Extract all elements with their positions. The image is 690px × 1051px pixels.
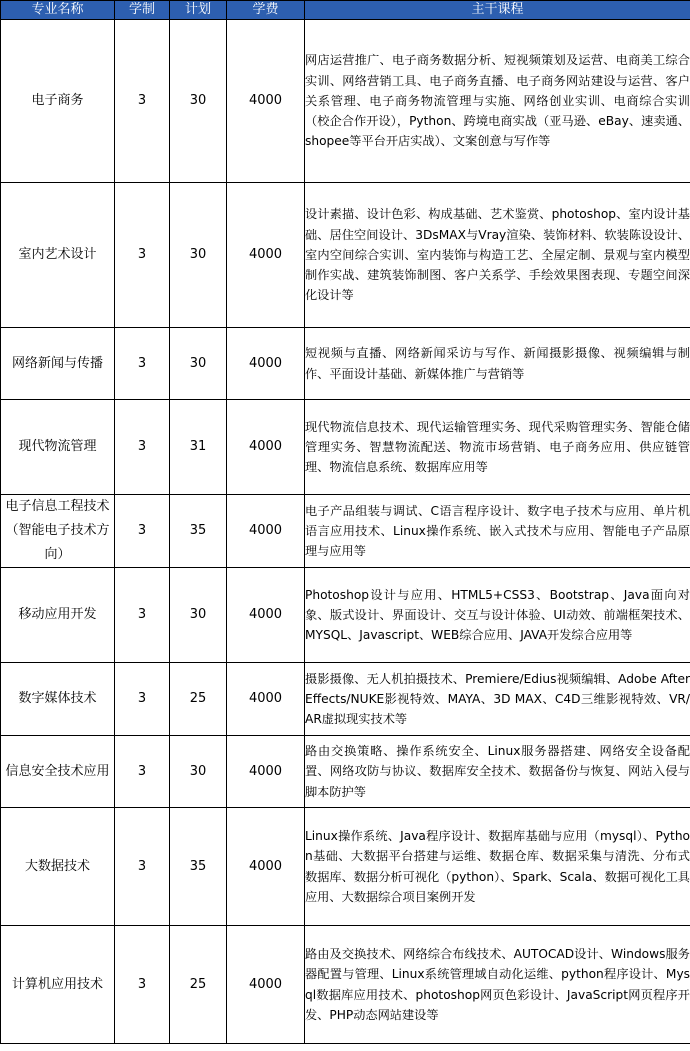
years-cell: 3 [115, 926, 170, 1044]
years-cell: 3 [115, 328, 170, 400]
years-cell: 3 [115, 808, 170, 926]
plan-cell: 31 [170, 400, 227, 495]
fee-cell: 4000 [227, 183, 305, 328]
major-name: 室内艺术设计 [1, 183, 115, 328]
major-name: 移动应用开发 [1, 568, 115, 663]
years-cell: 3 [115, 568, 170, 663]
header-courses: 主干课程 [305, 1, 690, 20]
courses-cell: 网店运营推广、电子商务数据分析、短视频策划及运营、电商美工综合实训、网络营销工具、电子商务直播、电子商务网站建设与运营、客户关系管理、电子商务物流管理与实施、网络创业实训、电商综合实训（校企合作开设），Python、跨境电商实战（亚马逊、eBay、速卖通、shopee等平台开店实战）、文案创意与写作等 [305, 20, 690, 183]
courses-cell: 路由交换策略、操作系统安全、Linux服务器搭建、网络安全设备配置、网络攻防与协议、数据库安全技术、数据备份与恢复、网站入侵与脚本防护等 [305, 736, 690, 808]
plan-cell: 30 [170, 328, 227, 400]
courses-cell: 现代物流信息技术、现代运输管理实务、现代采购管理实务、智能仓储管理实务、智慧物流配送、物流市场营销、电子商务应用、供应链管理、物流信息系统、数据库应用等 [305, 400, 690, 495]
table-row [1, 568, 690, 663]
major-name: 数字媒体技术 [1, 663, 115, 736]
years-cell: 3 [115, 20, 170, 183]
courses-cell: Linux操作系统、Java程序设计、数据库基础与应用（mysql）、Python基础、大数据平台搭建与运维、数据仓库、数据采集与清洗、分布式数据库、数据分析可视化（python）、Spark、Scala、数据可视化工具应用、大数据综合项目案例开发 [305, 808, 690, 926]
table-row [1, 20, 690, 183]
table-row [1, 663, 690, 736]
header-row [1, 1, 690, 20]
fee-cell: 4000 [227, 663, 305, 736]
fee-cell: 4000 [227, 568, 305, 663]
fee-cell: 4000 [227, 328, 305, 400]
fee-cell: 4000 [227, 926, 305, 1044]
courses-cell: Photoshop设计与应用、HTML5+CSS3、Bootstrap、Java面向对象、版式设计、界面设计、交互与设计体验、UI动效、前端框架技术、MYSQL、Javascript、WEB综合应用、JAVA开发综合应用等 [305, 568, 690, 663]
major-name: 电子商务 [1, 20, 115, 183]
table-row [1, 328, 690, 400]
fee-cell: 4000 [227, 20, 305, 183]
header-major: 专业名称 [1, 1, 115, 20]
plan-cell: 25 [170, 663, 227, 736]
fee-cell: 4000 [227, 736, 305, 808]
plan-cell: 30 [170, 20, 227, 183]
header-years: 学制 [115, 1, 170, 20]
major-name: 计算机应用技术 [1, 926, 115, 1044]
header-fee: 学费 [227, 1, 305, 20]
years-cell: 3 [115, 400, 170, 495]
years-cell: 3 [115, 495, 170, 568]
major-name: 信息安全技术应用 [1, 736, 115, 808]
fee-cell: 4000 [227, 495, 305, 568]
courses-cell: 电子产品组装与调试、C语言程序设计、数字电子技术与应用、单片机语言应用技术、Linux操作系统、嵌入式技术与应用、智能电子产品原理与应用等 [305, 495, 690, 568]
major-name: 现代物流管理 [1, 400, 115, 495]
major-name: 网络新闻与传播 [1, 328, 115, 400]
plan-cell: 35 [170, 808, 227, 926]
plan-cell: 30 [170, 568, 227, 663]
courses-cell: 摄影摄像、无人机拍摄技术、Premiere/Edius视频编辑、Adobe After Effects/NUKE影视特效、MAYA、3D MAX、C4D三维影视特效、VR/AR虚拟现实技术等 [305, 663, 690, 736]
table-row [1, 400, 690, 495]
years-cell: 3 [115, 663, 170, 736]
table-row [1, 183, 690, 328]
plan-cell: 35 [170, 495, 227, 568]
plan-cell: 25 [170, 926, 227, 1044]
plan-cell: 30 [170, 183, 227, 328]
fee-cell: 4000 [227, 400, 305, 495]
years-cell: 3 [115, 183, 170, 328]
major-name: 大数据技术 [1, 808, 115, 926]
courses-cell: 设计素描、设计色彩、构成基础、艺术鉴赏、photoshop、室内设计基础、居住空间设计、3DsMAX与Vray渲染、装饰材料、软装陈设设计、室内空间综合实训、室内装饰与构造工艺、全屋定制、景观与室内模型制作实战、建筑装饰制图、客户关系学、手绘效果图表现、专题空间深化设计等 [305, 183, 690, 328]
fee-cell: 4000 [227, 808, 305, 926]
years-cell: 3 [115, 736, 170, 808]
table-row [1, 808, 690, 926]
courses-cell: 短视频与直播、网络新闻采访与写作、新闻摄影摄像、视频编辑与制作、平面设计基础、新媒体推广与营销等 [305, 328, 690, 400]
major-name: 电子信息工程技术（智能电子技术方向） [1, 495, 115, 568]
header-plan: 计划 [170, 1, 227, 20]
table-row [1, 495, 690, 568]
table-row [1, 926, 690, 1044]
plan-cell: 30 [170, 736, 227, 808]
courses-cell: 路由及交换技术、网络综合布线技术、AUTOCAD设计、Windows服务器配置与管理、Linux系统管理域自动化运维、python程序设计、Mysql数据库应用技术、photoshop网页色彩设计、JavaScript网页程序开发、PHP动态网站建设等 [305, 926, 690, 1044]
table-row [1, 736, 690, 808]
